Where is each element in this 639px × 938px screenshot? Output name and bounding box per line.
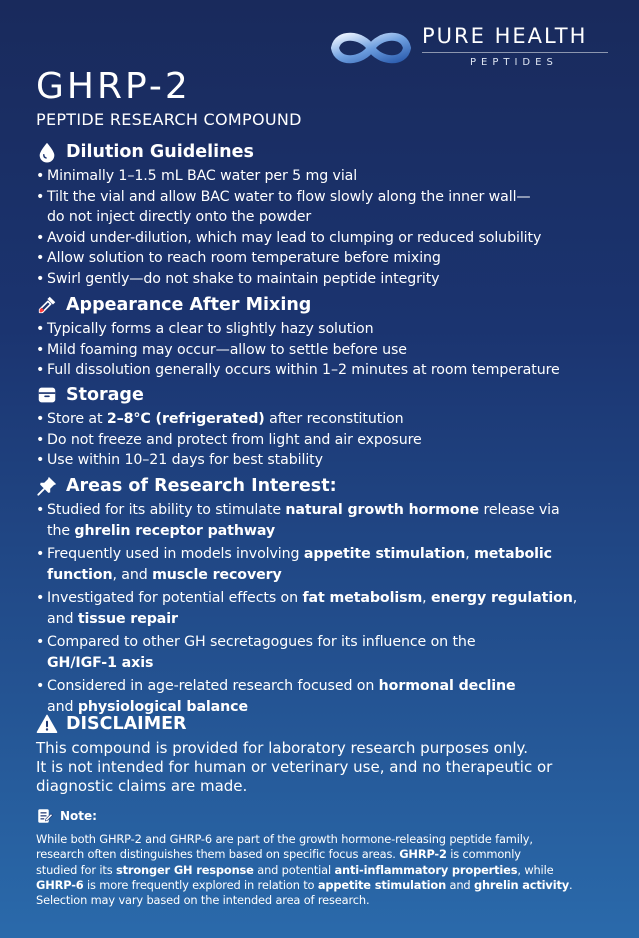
- storage-section: [36, 383, 619, 471]
- list-item: • Use within 10–21 days for best stability: [36, 450, 619, 471]
- brand-logo: [330, 22, 620, 77]
- list-item: • Store at 2–8°C (refrigerated) after reconstitution: [36, 409, 619, 430]
- disclaimer-heading: [36, 712, 619, 736]
- note-heading: [36, 806, 619, 826]
- list-item: • Minimally 1–1.5 mL BAC water per 5 mg vial: [36, 166, 619, 187]
- droplet-icon: [36, 141, 58, 163]
- infinity-logo-icon: [330, 24, 412, 72]
- list-item: • Typically forms a clear to slightly hazy solution: [36, 319, 619, 340]
- list-item: • Swirl gently—do not shake to maintain peptide integrity: [36, 269, 619, 290]
- disclaimer-section: [36, 712, 619, 796]
- appearance-section: [36, 293, 619, 381]
- list-item: • Mild foaming may occur—allow to settle before use: [36, 340, 619, 361]
- research-section: [36, 474, 619, 720]
- research-heading: [36, 474, 619, 498]
- appearance-heading: [36, 293, 619, 317]
- list-item: • Compared to other GH secretagogues for its influence on the GH/IGF-1 axis: [36, 632, 619, 673]
- disclaimer-text: This compound is provided for laboratory research purposes only. It is not intended for human or veterinary use, and no therapeutic or diagnostic claims are made.: [36, 739, 553, 795]
- product-title: GHRP-2: [36, 66, 191, 107]
- list-item-continuation: do not inject directly onto the powder: [47, 209, 312, 225]
- brand-divider: [422, 52, 608, 53]
- list-item: • Frequently used in models involving appetite stimulation, metabolic function, and muscle recovery: [36, 544, 619, 585]
- list-item: • Allow solution to reach room temperature before mixing: [36, 248, 619, 269]
- list-item: • Studied for its ability to stimulate natural growth hormone release via the ghrelin receptor pathway: [36, 500, 619, 541]
- list-item: • Full dissolution generally occurs within 1–2 minutes at room temperature: [36, 360, 619, 381]
- pipette-icon: [36, 294, 58, 316]
- note-heading-text: Note:: [60, 809, 97, 823]
- list-item: • Do not freeze and protect from light and air exposure: [36, 430, 619, 451]
- list-item: • Investigated for potential effects on fat metabolism, energy regulation, and tissue repair: [36, 588, 619, 629]
- brand-name: PURE HEALTH: [422, 24, 588, 48]
- note-section: [36, 806, 619, 908]
- storage-heading-text: Storage: [66, 385, 144, 405]
- list-item: • Avoid under-dilution, which may lead to clumping or reduced solubility: [36, 228, 619, 249]
- list-item: • Considered in age-related research focused on hormonal decline and physiological balance: [36, 676, 619, 717]
- storage-box-icon: [36, 384, 58, 406]
- product-subtitle: PEPTIDE RESEARCH COMPOUND: [36, 110, 302, 129]
- appearance-heading-text: Appearance After Mixing: [66, 295, 312, 315]
- list-item: • Tilt the vial and allow BAC water to flow slowly along the inner wall—: [36, 187, 619, 208]
- disclaimer-heading-text: DISCLAIMER: [66, 714, 187, 734]
- pin-icon: [36, 475, 58, 497]
- dilution-heading: [36, 140, 619, 164]
- research-heading-text: Areas of Research Interest:: [66, 476, 337, 496]
- note-icon: [36, 807, 54, 825]
- brand-subtitle: PEPTIDES: [470, 57, 558, 68]
- note-text: While both GHRP-2 and GHRP-6 are part of the growth hormone-releasing peptide family, research often distinguishes them based on specific focus areas. GHRP-2 is commonly studied for its stronger GH response and potential anti-inflammatory properties, while GHRP-6 is more frequently explored in relation to appetite stimulation and ghrelin activity. Selection may vary based on the intended area of research.: [36, 832, 573, 908]
- storage-heading: [36, 383, 619, 407]
- dilution-section: [36, 140, 619, 289]
- warning-icon: [36, 713, 58, 735]
- dilution-heading-text: Dilution Guidelines: [66, 142, 254, 162]
